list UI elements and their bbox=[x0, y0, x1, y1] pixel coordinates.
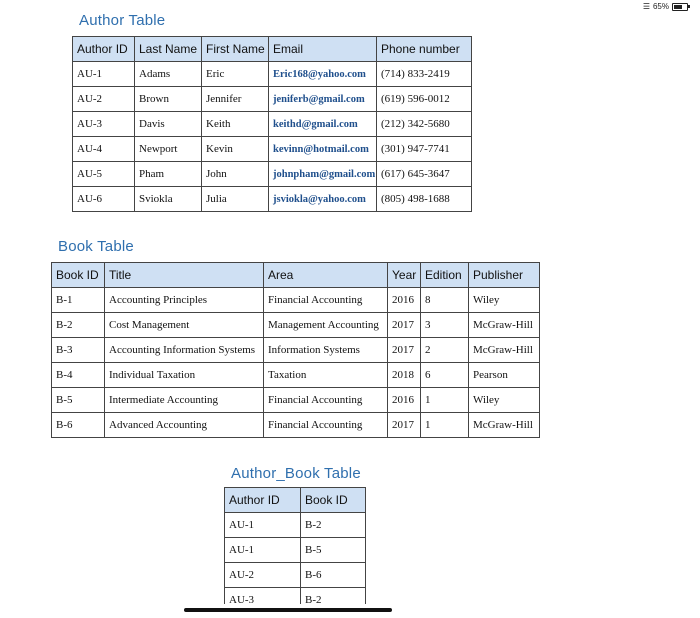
table-cell: Pearson bbox=[469, 363, 540, 388]
table-cell: B-6 bbox=[301, 563, 366, 588]
table-row bbox=[73, 62, 472, 87]
table-cell: Cost Management bbox=[105, 313, 264, 338]
table-row bbox=[52, 338, 540, 363]
column-header: First Name bbox=[202, 37, 269, 62]
table-cell: Accounting Information Systems bbox=[105, 338, 264, 363]
table-cell: 2016 bbox=[388, 388, 421, 413]
table-cell: B-2 bbox=[301, 513, 366, 538]
status-bar bbox=[643, 2, 688, 11]
author-book-table-title: Author_Book Table bbox=[231, 465, 361, 482]
table-cell: 3 bbox=[421, 313, 469, 338]
table-cell: Financial Accounting bbox=[264, 413, 388, 438]
table-cell: 2017 bbox=[388, 338, 421, 363]
table-cell: John bbox=[202, 162, 269, 187]
table-cell: B-5 bbox=[52, 388, 105, 413]
home-indicator[interactable] bbox=[184, 608, 392, 612]
column-header: Book ID bbox=[301, 488, 366, 513]
column-header: Title bbox=[105, 263, 264, 288]
table-row bbox=[225, 538, 366, 563]
table-cell: Davis bbox=[135, 112, 202, 137]
table-cell: Julia bbox=[202, 187, 269, 212]
table-row bbox=[225, 588, 366, 605]
table-cell: B-2 bbox=[301, 588, 366, 605]
table-cell: McGraw-Hill bbox=[469, 313, 540, 338]
email-link[interactable]: keithd@gmail.com bbox=[269, 112, 377, 137]
table-cell: 1 bbox=[421, 413, 469, 438]
table-cell: Wiley bbox=[469, 388, 540, 413]
table-row bbox=[73, 162, 472, 187]
table-cell: Jennifer bbox=[202, 87, 269, 112]
table-cell: B-1 bbox=[52, 288, 105, 313]
column-header: Area bbox=[264, 263, 388, 288]
battery-level bbox=[674, 5, 682, 9]
table-cell: B-4 bbox=[52, 363, 105, 388]
column-header: Phone number bbox=[377, 37, 472, 62]
email-link[interactable]: jeniferb@gmail.com bbox=[269, 87, 377, 112]
table-cell: Financial Accounting bbox=[264, 388, 388, 413]
email-link[interactable]: jsviokla@yahoo.com bbox=[269, 187, 377, 212]
table-row bbox=[225, 513, 366, 538]
table-cell: Keith bbox=[202, 112, 269, 137]
table-cell: Wiley bbox=[469, 288, 540, 313]
column-header: Author ID bbox=[225, 488, 301, 513]
table-row bbox=[52, 288, 540, 313]
table-cell: AU-2 bbox=[73, 87, 135, 112]
table-cell: Sviokla bbox=[135, 187, 202, 212]
table-cell: 1 bbox=[421, 388, 469, 413]
column-header: Book ID bbox=[52, 263, 105, 288]
table-cell: Intermediate Accounting bbox=[105, 388, 264, 413]
author-book-table bbox=[224, 487, 366, 604]
table-cell: (805) 498-1688 bbox=[377, 187, 472, 212]
table-cell: 6 bbox=[421, 363, 469, 388]
table-cell: 2017 bbox=[388, 413, 421, 438]
table-cell: AU-4 bbox=[73, 137, 135, 162]
table-cell: Management Accounting bbox=[264, 313, 388, 338]
column-header: Last Name bbox=[135, 37, 202, 62]
table-cell: McGraw-Hill bbox=[469, 413, 540, 438]
table-cell: Brown bbox=[135, 87, 202, 112]
table-cell: B-2 bbox=[52, 313, 105, 338]
book-table-title: Book Table bbox=[58, 238, 134, 255]
table-cell: 2 bbox=[421, 338, 469, 363]
table-cell: Advanced Accounting bbox=[105, 413, 264, 438]
table-cell: B-5 bbox=[301, 538, 366, 563]
table-cell: Pham bbox=[135, 162, 202, 187]
table-cell: Accounting Principles bbox=[105, 288, 264, 313]
table-row bbox=[52, 413, 540, 438]
table-cell: (619) 596-0012 bbox=[377, 87, 472, 112]
email-link[interactable]: johnpham@gmail.com bbox=[269, 162, 377, 187]
table-cell: Newport bbox=[135, 137, 202, 162]
table-cell: Eric bbox=[202, 62, 269, 87]
table-cell: Financial Accounting bbox=[264, 288, 388, 313]
battery-icon bbox=[672, 3, 688, 11]
table-row bbox=[225, 563, 366, 588]
table-cell: McGraw-Hill bbox=[469, 338, 540, 363]
table-cell: AU-3 bbox=[225, 588, 301, 605]
column-header: Email bbox=[269, 37, 377, 62]
table-cell: Kevin bbox=[202, 137, 269, 162]
column-header: Edition bbox=[421, 263, 469, 288]
table-row bbox=[73, 137, 472, 162]
email-link[interactable]: kevinn@hotmail.com bbox=[269, 137, 377, 162]
table-cell: 2016 bbox=[388, 288, 421, 313]
table-row bbox=[73, 187, 472, 212]
table-cell: AU-3 bbox=[73, 112, 135, 137]
table-row bbox=[73, 87, 472, 112]
book-table-header-row bbox=[52, 263, 540, 288]
email-link[interactable]: Eric168@yahoo.com bbox=[269, 62, 377, 87]
table-cell: AU-2 bbox=[225, 563, 301, 588]
table-cell: AU-1 bbox=[73, 62, 135, 87]
battery-percent: 65% bbox=[652, 2, 669, 11]
table-cell: Individual Taxation bbox=[105, 363, 264, 388]
author-book-table-viewport[interactable] bbox=[224, 487, 369, 604]
table-cell: (301) 947-7741 bbox=[377, 137, 472, 162]
table-cell: (212) 342-5680 bbox=[377, 112, 472, 137]
table-cell: B-3 bbox=[52, 338, 105, 363]
table-cell: 8 bbox=[421, 288, 469, 313]
table-cell: Information Systems bbox=[264, 338, 388, 363]
table-row bbox=[73, 112, 472, 137]
table-cell: Taxation bbox=[264, 363, 388, 388]
table-row bbox=[52, 388, 540, 413]
author-table-title: Author Table bbox=[79, 12, 166, 29]
column-header: Publisher bbox=[469, 263, 540, 288]
table-cell: 2018 bbox=[388, 363, 421, 388]
author-book-table-header-row bbox=[225, 488, 366, 513]
table-row bbox=[52, 313, 540, 338]
table-cell: Adams bbox=[135, 62, 202, 87]
table-row bbox=[52, 363, 540, 388]
book-table bbox=[51, 262, 540, 438]
column-header: Year bbox=[388, 263, 421, 288]
table-cell: AU-6 bbox=[73, 187, 135, 212]
column-header: Author ID bbox=[73, 37, 135, 62]
table-cell: (617) 645-3647 bbox=[377, 162, 472, 187]
table-cell: (714) 833-2419 bbox=[377, 62, 472, 87]
table-cell: B-6 bbox=[52, 413, 105, 438]
author-table-header-row bbox=[73, 37, 472, 62]
author-table bbox=[72, 36, 472, 212]
wifi-icon: ☰ bbox=[642, 2, 650, 11]
table-cell: AU-5 bbox=[73, 162, 135, 187]
table-cell: 2017 bbox=[388, 313, 421, 338]
table-cell: AU-1 bbox=[225, 513, 301, 538]
table-cell: AU-1 bbox=[225, 538, 301, 563]
